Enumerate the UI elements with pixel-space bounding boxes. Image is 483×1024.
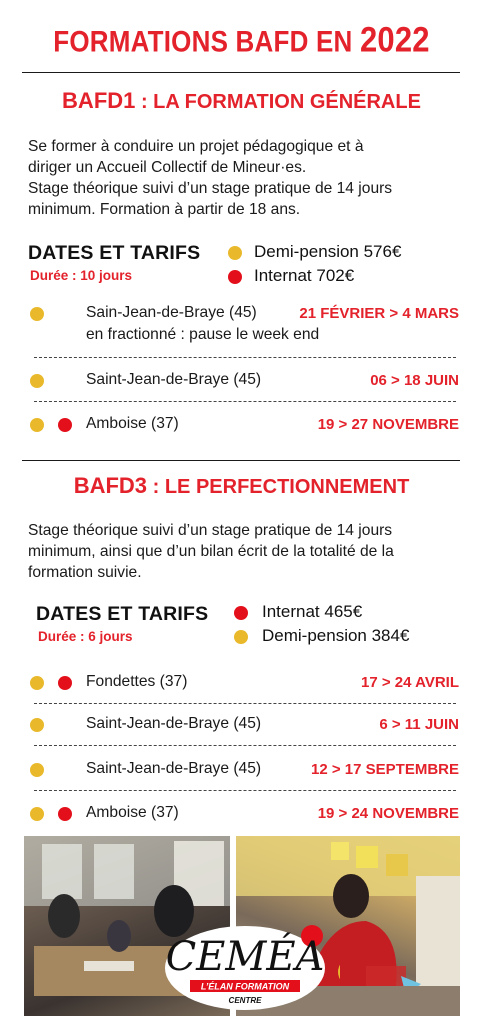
bafd1-dates-heading: DATES ET TARIFS [28, 242, 201, 264]
bafd3-title-rest: LE PERFECTIONNEMENT [164, 476, 410, 498]
bafd1-description-line: Stage théorique suivi d’un stage pratique de 14 jours [28, 180, 393, 197]
legend-dot-yellow [228, 246, 242, 260]
page-title-text: FORMATIONS BAFD EN [53, 23, 353, 59]
dashed-separator [34, 745, 456, 746]
session-dot-yellow [30, 374, 44, 388]
session-dot-red [58, 807, 72, 821]
session-dot-yellow [30, 763, 44, 777]
page-title-year: 2022 [359, 19, 430, 60]
bafd1-duration: Durée : 10 jours [30, 268, 133, 283]
bafd3-session-2-dates: 6 > 11 JUIN [379, 716, 459, 733]
bafd3-description-line: minimum, ainsi que d’un bilan écrit de la totalité de la [28, 543, 394, 560]
bafd3-legend-internat: Internat 465€ [262, 602, 363, 621]
bafd3-session-3-dates: 12 > 17 SEPTEMBRE [311, 761, 459, 778]
bafd3-session-1-dates: 17 > 24 AVRIL [361, 674, 459, 691]
bafd1-title-sep: : [135, 91, 154, 113]
dashed-separator [34, 703, 456, 704]
bafd1-session-2-place: Saint-Jean-de-Braye (45) [86, 371, 262, 388]
bafd1-title [0, 88, 483, 114]
bafd1-session-1-note: en fractionné : pause le week end [86, 326, 320, 343]
session-dot-red [58, 676, 72, 690]
bafd3-description [28, 520, 458, 583]
logo-region: CENTRE [228, 996, 262, 1005]
bafd1-session-1-place: Sain-Jean-de-Braye (45) [86, 304, 257, 321]
dashed-separator [34, 357, 456, 358]
legend-dot-red [234, 606, 248, 620]
cemea-logo [150, 918, 340, 1016]
bafd3-session-2-place: Saint-Jean-de-Braye (45) [86, 715, 262, 732]
bafd1-session-2-dates: 06 > 18 JUIN [370, 372, 459, 389]
session-dot-yellow [30, 718, 44, 732]
dashed-separator [34, 790, 456, 791]
bafd3-title-code: BAFD3 [73, 473, 148, 498]
bafd1-description-line: Se former à conduire un projet pédagogique et à [28, 138, 364, 155]
bafd1-legend-demi-pension: Demi-pension 576€ [254, 242, 402, 261]
bafd3-session-1-place: Fondettes (37) [86, 673, 188, 690]
page-title [0, 19, 483, 60]
bafd1-description-line: minimum. Formation à partir de 18 ans. [28, 201, 301, 218]
legend-dot-yellow [234, 630, 248, 644]
bafd3-session-4-place: Amboise (37) [86, 804, 179, 821]
cemea-logo-graphic [150, 918, 340, 1016]
session-dot-yellow [30, 807, 44, 821]
bafd3-session-3-place: Saint-Jean-de-Braye (45) [86, 760, 262, 777]
logo-wordmark: CEMÉA [165, 934, 325, 980]
bafd3-session-4-dates: 19 > 24 NOVEMBRE [317, 805, 459, 822]
bafd1-session-3-place: Amboise (37) [86, 415, 179, 432]
divider [22, 72, 460, 73]
bafd1-title-code: BAFD1 [62, 88, 136, 113]
bafd1-title-rest: LA FORMATION GÉNÉRALE [153, 91, 421, 113]
dashed-separator [34, 401, 456, 402]
bafd3-description-line: Stage théorique suivi d’un stage pratique de 14 jours [28, 522, 393, 539]
divider [22, 460, 460, 461]
legend-dot-red [228, 270, 242, 284]
bafd1-session-1-dates: 21 FÉVRIER > 4 MARS [299, 305, 459, 322]
session-dot-yellow [30, 676, 44, 690]
bafd3-title-sep: : [147, 476, 165, 498]
logo-tagline: L’ÉLAN FORMATION [200, 981, 290, 992]
bafd3-legend-demi-pension: Demi-pension 384€ [262, 626, 410, 645]
bafd3-duration: Durée : 6 jours [38, 629, 133, 644]
bafd3-dates-heading: DATES ET TARIFS [36, 603, 209, 625]
session-dot-yellow [30, 307, 44, 321]
bafd3-title [0, 473, 483, 499]
bafd3-description-line: formation suivie. [28, 564, 142, 581]
session-dot-yellow [30, 418, 44, 432]
session-dot-red [58, 418, 72, 432]
bafd1-description-line: diriger un Accueil Collectif de Mineur·es. [28, 159, 307, 176]
bafd1-description [28, 136, 458, 220]
bafd1-legend-internat: Internat 702€ [254, 266, 355, 285]
bafd1-session-3-dates: 19 > 27 NOVEMBRE [317, 416, 459, 433]
